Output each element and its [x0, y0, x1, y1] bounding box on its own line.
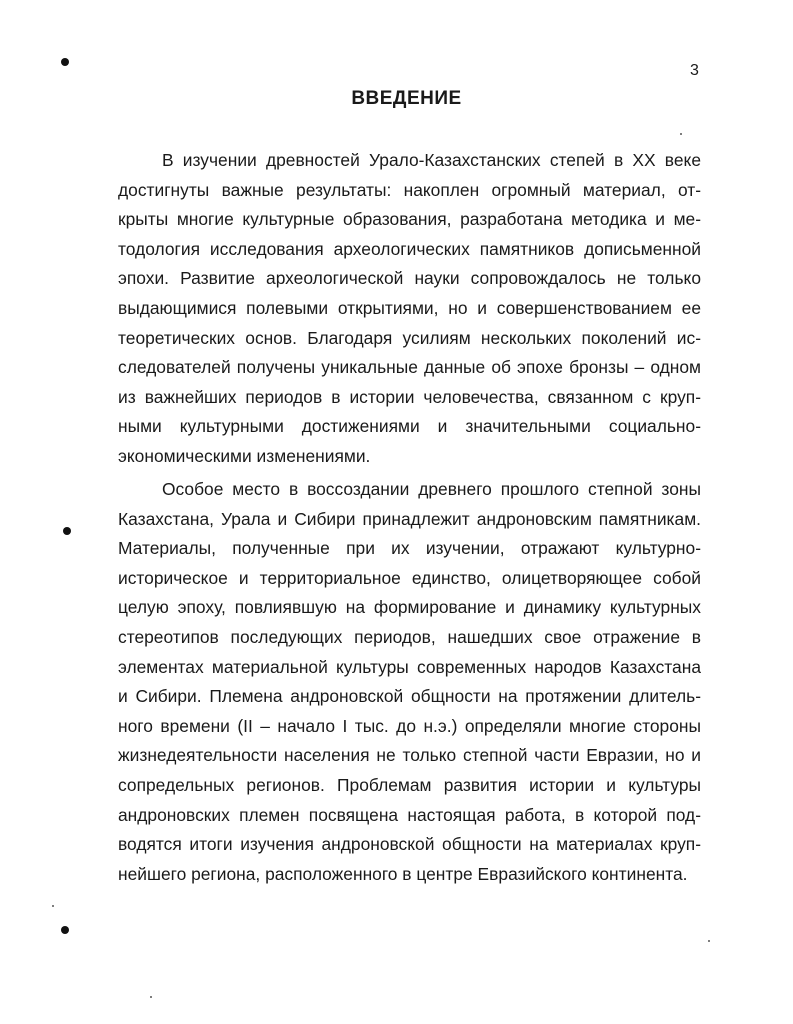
text-line: эпохи. Развитие археологической науки сопровождалось не только [118, 268, 701, 289]
text-line: нейшего региона, расположенного в центре Евразийского континента. [118, 863, 688, 884]
paragraph-1 [118, 146, 701, 472]
scan-speck [52, 905, 54, 907]
punch-hole-mark-middle [63, 527, 71, 535]
text-line: тодология исследования археологических памятников дописьменной [118, 238, 701, 259]
text-line: теоретических основ. Благодаря усилиям нескольких поколений ис- [118, 327, 701, 348]
text-line: андроновских племен посвящена настоящая работа, в которой под- [118, 804, 701, 825]
text-line: элементах материальной культуры современных народов Казахстана [118, 656, 701, 677]
text-line: стереотипов последующих периодов, нашедших свое отражение в [118, 626, 701, 647]
text-line: В изучении древностей Урало-Казахстанских степей в XX веке [162, 150, 701, 170]
page-number: 3 [690, 62, 699, 79]
punch-hole-mark-top [61, 58, 69, 66]
text-line: и Сибири. Племена андроновской общности на протяжении длитель- [118, 686, 701, 707]
text-line: Казахстана, Урала и Сибири принадлежит андроновским памятникам. [118, 508, 701, 529]
text-line: Особое место в воссоздании древнего прошлого степной зоны [162, 479, 701, 499]
text-line: экономическими изменениями. [118, 445, 371, 466]
text-line: крыты многие культурные образования, разработана методика и ме- [118, 209, 701, 230]
scan-speck [150, 996, 152, 998]
page-title: ВВЕДЕНИЕ [351, 88, 462, 109]
text-line: из важнейших периодов в истории человечества, связанном с круп- [118, 386, 701, 407]
text-line: ными культурными достижениями и значительными социально- [118, 416, 701, 437]
text-line: целую эпоху, повлиявшую на формирование и динамику культурных [118, 597, 701, 618]
text-line: водятся итоги изучения андроновской общности на материалах круп- [118, 834, 701, 855]
text-line: достигнуты важные результаты: накоплен огромный материал, от- [118, 179, 701, 200]
text-line: жизнедеятельности населения не только степной части Евразии, но и [118, 745, 701, 766]
text-line: следователей получены уникальные данные об эпохе бронзы – одном [118, 357, 701, 378]
paragraph-2 [118, 475, 701, 889]
scan-speck [680, 133, 682, 135]
text-line: ного времени (II – начало I тыс. до н.э.) определяли многие стороны [118, 715, 701, 736]
text-line: историческое и территориальное единство, олицетворяющее собой [118, 567, 701, 588]
punch-hole-mark-bottom [61, 926, 69, 934]
scan-speck [708, 940, 710, 942]
text-line: сопредельных регионов. Проблемам развития истории и культуры [118, 774, 701, 795]
text-line: Материалы, полученные при их изучении, отражают культурно- [118, 538, 701, 559]
text-line: выдающимися полевыми открытиями, но и совершенствованием ее [118, 297, 701, 318]
